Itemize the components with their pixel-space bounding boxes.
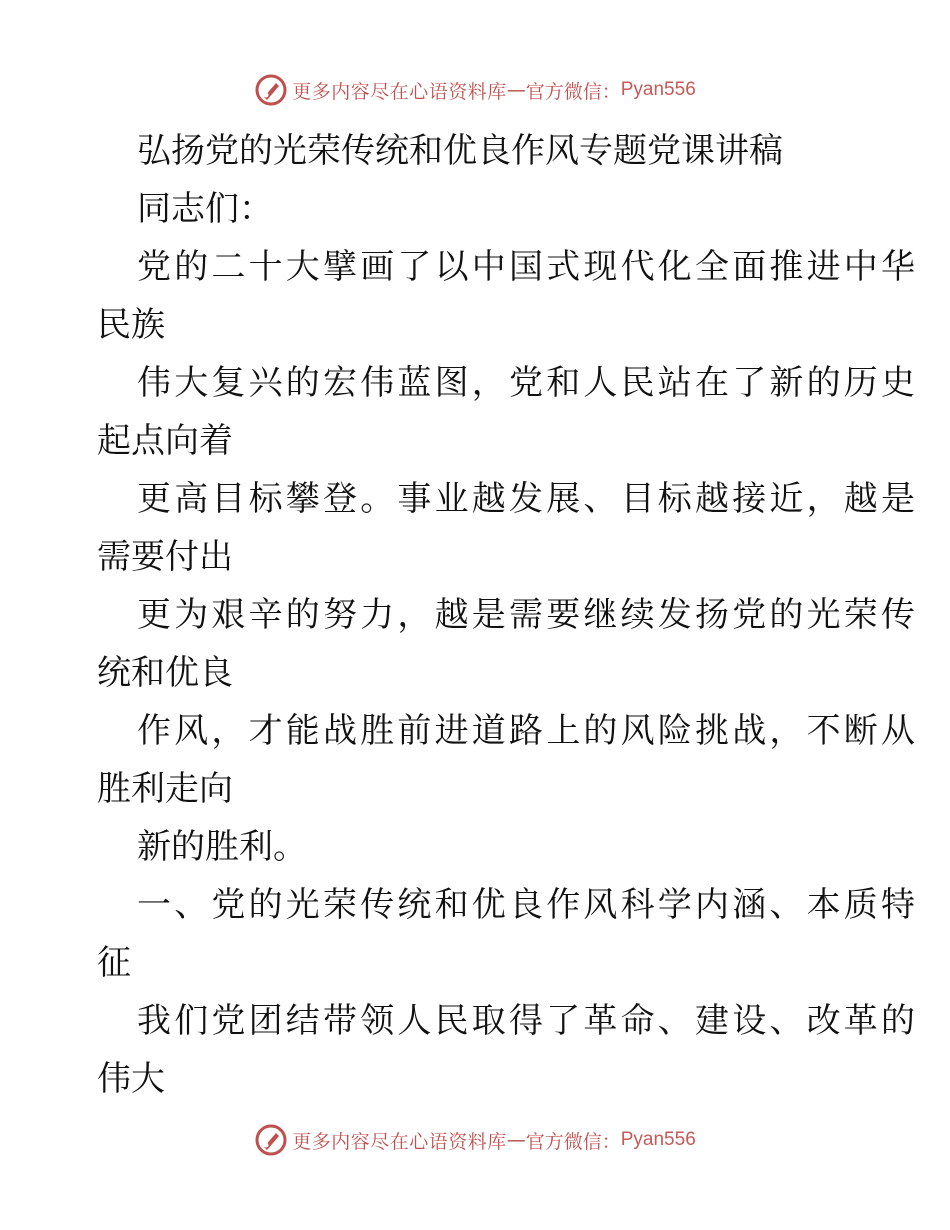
footer-banner [0, 1120, 950, 1160]
salutation: 同志们： [137, 189, 273, 229]
text-line: 新的胜利。 [137, 827, 307, 867]
text-line: 统和优良 [97, 653, 233, 693]
header-brand: 更多内容尽在心语资料库 [292, 80, 507, 103]
text-line: 伟大 [97, 1059, 165, 1099]
footer-wechat-label: 官方微信： [525, 1130, 621, 1153]
text-line: 更为艰辛的努力，越是需要继续发扬党的光荣传 [137, 595, 919, 635]
text-line: 伟大复兴的宏伟蓝图，党和人民站在了新的历史 [137, 363, 919, 403]
pen-nib-logo-icon [254, 73, 288, 107]
text-line: 起点向着 [97, 421, 233, 461]
header-wechat-label: 官方微信： [525, 80, 621, 103]
text-line: 作风，才能战胜前进道路上的风险挑战，不断从 [137, 711, 919, 751]
footer-separator: — [506, 1129, 526, 1151]
text-line: 党的二十大擘画了以中国式现代化全面推进中华 [137, 247, 919, 287]
text-line: 征 [97, 943, 131, 983]
document-title: 弘扬党的光荣传统和优良作风专题党课讲稿 [137, 131, 783, 171]
header-separator: — [506, 79, 526, 101]
footer-wechat-id: Pyan556 [620, 1129, 696, 1150]
section-heading: 一、党的光荣传统和优良作风科学内涵、本质特 [137, 885, 919, 925]
text-line: 更高目标攀登。事业越发展、目标越接近，越是 [137, 479, 919, 519]
text-line: 胜利走向 [97, 769, 233, 809]
text-line: 我们党团结带领人民取得了革命、建设、改革的 [137, 1001, 919, 1041]
header-wechat-id: Pyan556 [620, 79, 696, 100]
pen-nib-logo-icon [254, 1123, 288, 1157]
header-banner [0, 70, 950, 110]
text-line: 民族 [97, 305, 165, 345]
text-line: 需要付出 [97, 537, 233, 577]
footer-brand: 更多内容尽在心语资料库 [292, 1130, 507, 1153]
